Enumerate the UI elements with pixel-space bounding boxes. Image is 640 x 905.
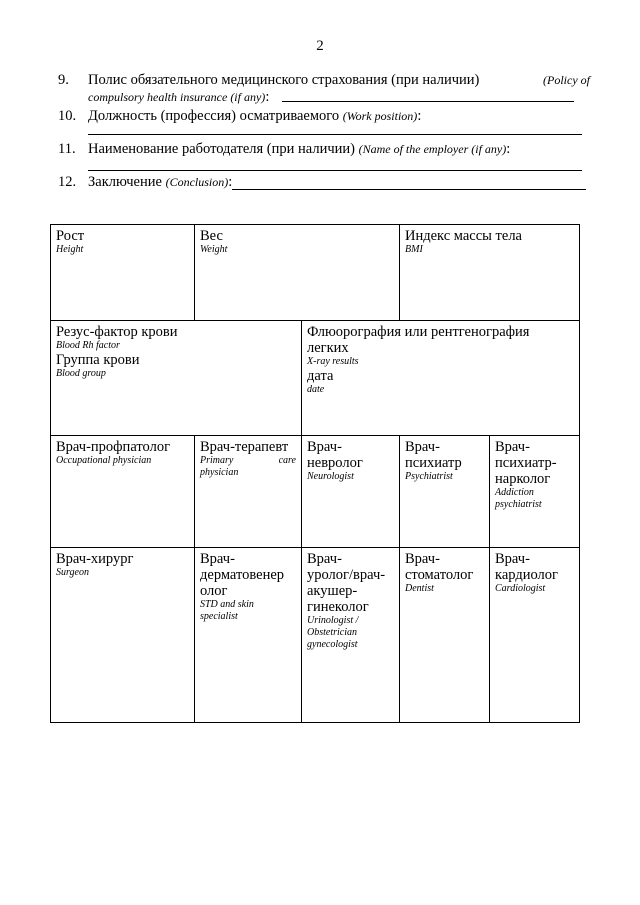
item-label: Должность (профессия) осматриваемого [88, 108, 340, 124]
examination-table [50, 224, 580, 723]
item-12-conclusion: 12. Заключение (Conclusion): [58, 174, 233, 190]
bmi-cell[interactable]: Индекс массы тела BMI [400, 224, 580, 321]
item-9-policy: 9. Полис обязательного медицинского страхования (при наличии) (Policy of compulsory health insurance (if any): [58, 72, 590, 105]
item-label-en: compulsory health insurance (if any) [88, 90, 266, 104]
dentist-cell[interactable]: Врач- стоматолог Dentist [400, 548, 490, 723]
page-number: 2 [316, 38, 324, 54]
neurologist-cell[interactable]: Врач- невролог Neurologist [302, 436, 400, 548]
occupational-physician-cell[interactable]: Врач-профпатолог Occupational physician [51, 436, 195, 548]
item-label-en: (Conclusion) [165, 175, 229, 189]
weight-cell[interactable]: Вес Weight [195, 224, 400, 321]
item-label: Наименование работодателя (при наличии) [88, 141, 355, 157]
table-row [50, 321, 580, 436]
conclusion-field[interactable] [232, 189, 586, 190]
table-row [50, 224, 580, 321]
item-label-en: (Name of the employer (if any) [358, 142, 507, 156]
item-label-en: (Work position) [342, 109, 418, 123]
urologist-gynecologist-cell[interactable]: Врач- уролог/врач- акушер- гинеколог Urinologist / Obstetrician gynecologist [302, 548, 400, 723]
blood-type-cell[interactable]: Резус-фактор крови Blood Rh factor Группа крови Blood group [51, 321, 302, 436]
addiction-psychiatrist-cell[interactable]: Врач- психиатр- нарколог Addiction psychiatrist [490, 436, 580, 548]
item-number: 10. [58, 108, 77, 124]
therapist-cell[interactable]: Врач-терапевт Primary care physician [195, 436, 302, 548]
employer-field[interactable] [88, 170, 582, 171]
policy-field[interactable] [282, 101, 574, 102]
work-position-field[interactable] [88, 134, 582, 135]
table-row [50, 436, 580, 548]
item-label: Полис обязательного медицинского страхования (при наличии) [88, 72, 480, 88]
item-10-work-position: 10. Должность (профессия) осматриваемого (Work position): [58, 108, 422, 124]
item-label: Заключение [88, 174, 162, 190]
item-number: 9. [58, 72, 69, 88]
item-number: 11. [58, 141, 76, 157]
item-label-en: (Policy of [543, 73, 590, 87]
dermatovenerologist-cell[interactable]: Врач- дерматовенер олог STD and skin specialist [195, 548, 302, 723]
cardiologist-cell[interactable]: Врач- кардиолог Cardiologist [490, 548, 580, 723]
item-11-employer: 11. Наименование работодателя (при наличии) (Name of the employer (if any): [58, 141, 511, 157]
item-number: 12. [58, 174, 77, 190]
table-row [50, 548, 580, 723]
height-cell[interactable]: Рост Height [51, 224, 195, 321]
surgeon-cell[interactable]: Врач-хирург Surgeon [51, 548, 195, 723]
xray-cell[interactable]: Флюорография или рентгенография легких X-ray results дата date [302, 321, 580, 436]
psychiatrist-cell[interactable]: Врач- психиатр Psychiatrist [400, 436, 490, 548]
